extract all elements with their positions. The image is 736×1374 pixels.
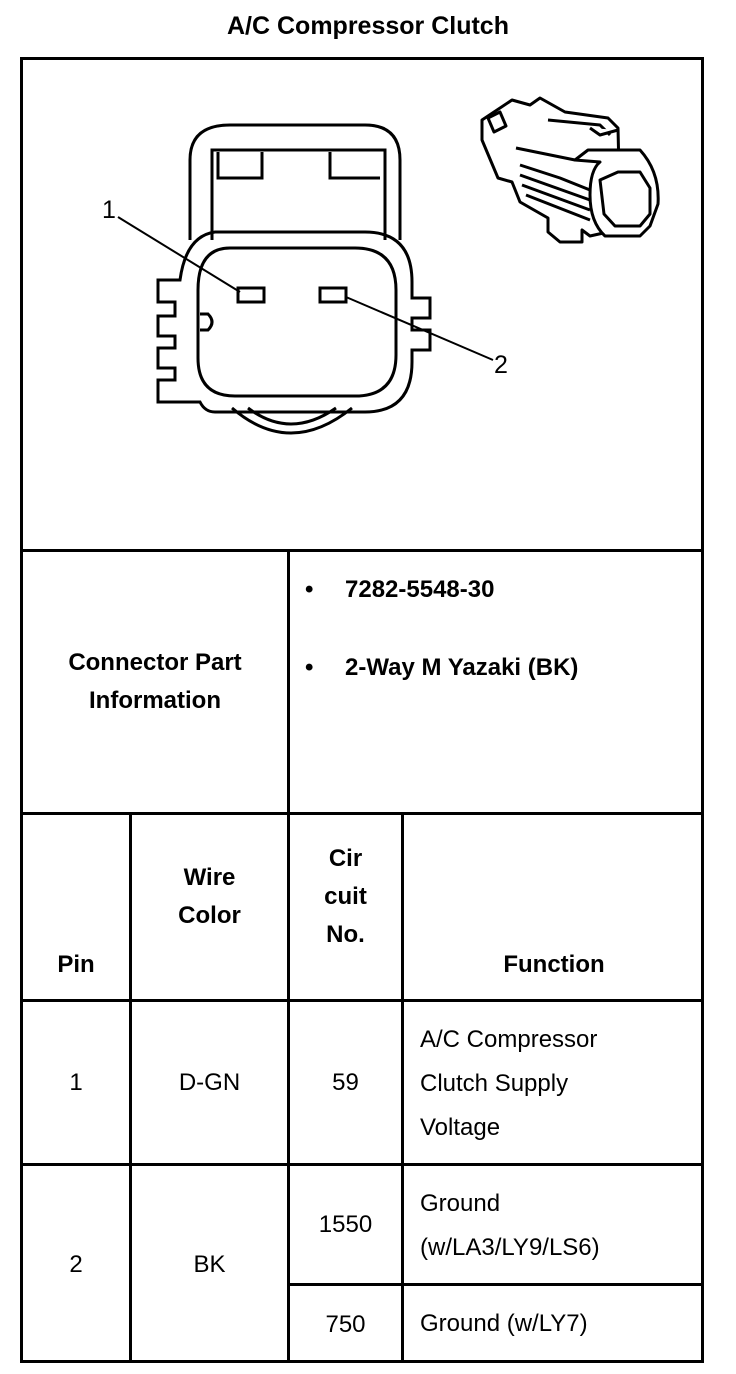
row1-function xyxy=(420,1018,597,1150)
bullet-icon: • xyxy=(305,654,314,681)
row1-function-line1: A/C Compressor xyxy=(420,1026,598,1053)
row1-circuit-value: 59 xyxy=(332,1068,359,1096)
header-pin-label: Pin xyxy=(57,951,95,978)
list-item xyxy=(305,648,578,688)
header-wire-line2: Color xyxy=(178,902,241,929)
header-circuit-line1: Cir xyxy=(328,845,363,872)
header-function xyxy=(404,815,704,999)
connector-info-label-line2: Information xyxy=(89,687,221,714)
part-number: 7282-5548-30 xyxy=(345,576,495,603)
row2a-function xyxy=(420,1182,600,1270)
row1-wire-color xyxy=(132,1002,287,1163)
row2a-function-line2: (w/LA3/LY9/LS6) xyxy=(420,1234,600,1261)
bullet-icon: • xyxy=(305,576,314,603)
row1-wire-value: D-GN xyxy=(178,1068,241,1096)
header-wire-color xyxy=(132,815,287,999)
list-item xyxy=(305,570,578,610)
connector-info-label-line1: Connector Part xyxy=(68,649,242,676)
connector-info-list xyxy=(305,570,578,726)
row1-pin xyxy=(23,1002,129,1163)
connector-description: 2-Way M Yazaki (BK) xyxy=(345,654,579,681)
header-circuit-line2: cuit xyxy=(324,883,367,910)
divider-info-vertical xyxy=(287,549,290,815)
row2b-circuit xyxy=(290,1286,401,1363)
row2b-circuit-value: 750 xyxy=(325,1310,366,1338)
header-function-label: Function xyxy=(503,951,605,978)
header-wire-line1: Wire xyxy=(183,864,236,891)
row2a-function-line1: Ground xyxy=(420,1190,501,1217)
header-circuit xyxy=(290,815,401,999)
page-title: A/C Compressor Clutch xyxy=(227,12,509,40)
connector-diagram xyxy=(0,0,736,560)
row2b-function xyxy=(420,1302,588,1346)
header-circuit-line3: No. xyxy=(326,921,365,948)
row1-circuit xyxy=(290,1002,401,1163)
row2-wire-value: BK xyxy=(193,1250,226,1278)
header-pin xyxy=(23,815,129,999)
row1-function-line3: Voltage xyxy=(420,1114,501,1141)
row1-function-line2: Clutch Supply xyxy=(420,1070,569,1097)
row2-pin-value: 2 xyxy=(69,1250,83,1278)
row2b-function-line1: Ground (w/LY7) xyxy=(420,1310,588,1337)
row2-wire-color xyxy=(132,1166,287,1363)
row2a-circuit xyxy=(290,1166,401,1283)
row1-pin-value: 1 xyxy=(69,1068,83,1096)
pin2-callout: 2 xyxy=(494,351,508,379)
row2-pin xyxy=(23,1166,129,1363)
connector-info-label xyxy=(23,552,287,812)
row2a-circuit-value: 1550 xyxy=(318,1210,373,1238)
pin1-callout: 1 xyxy=(102,196,116,224)
